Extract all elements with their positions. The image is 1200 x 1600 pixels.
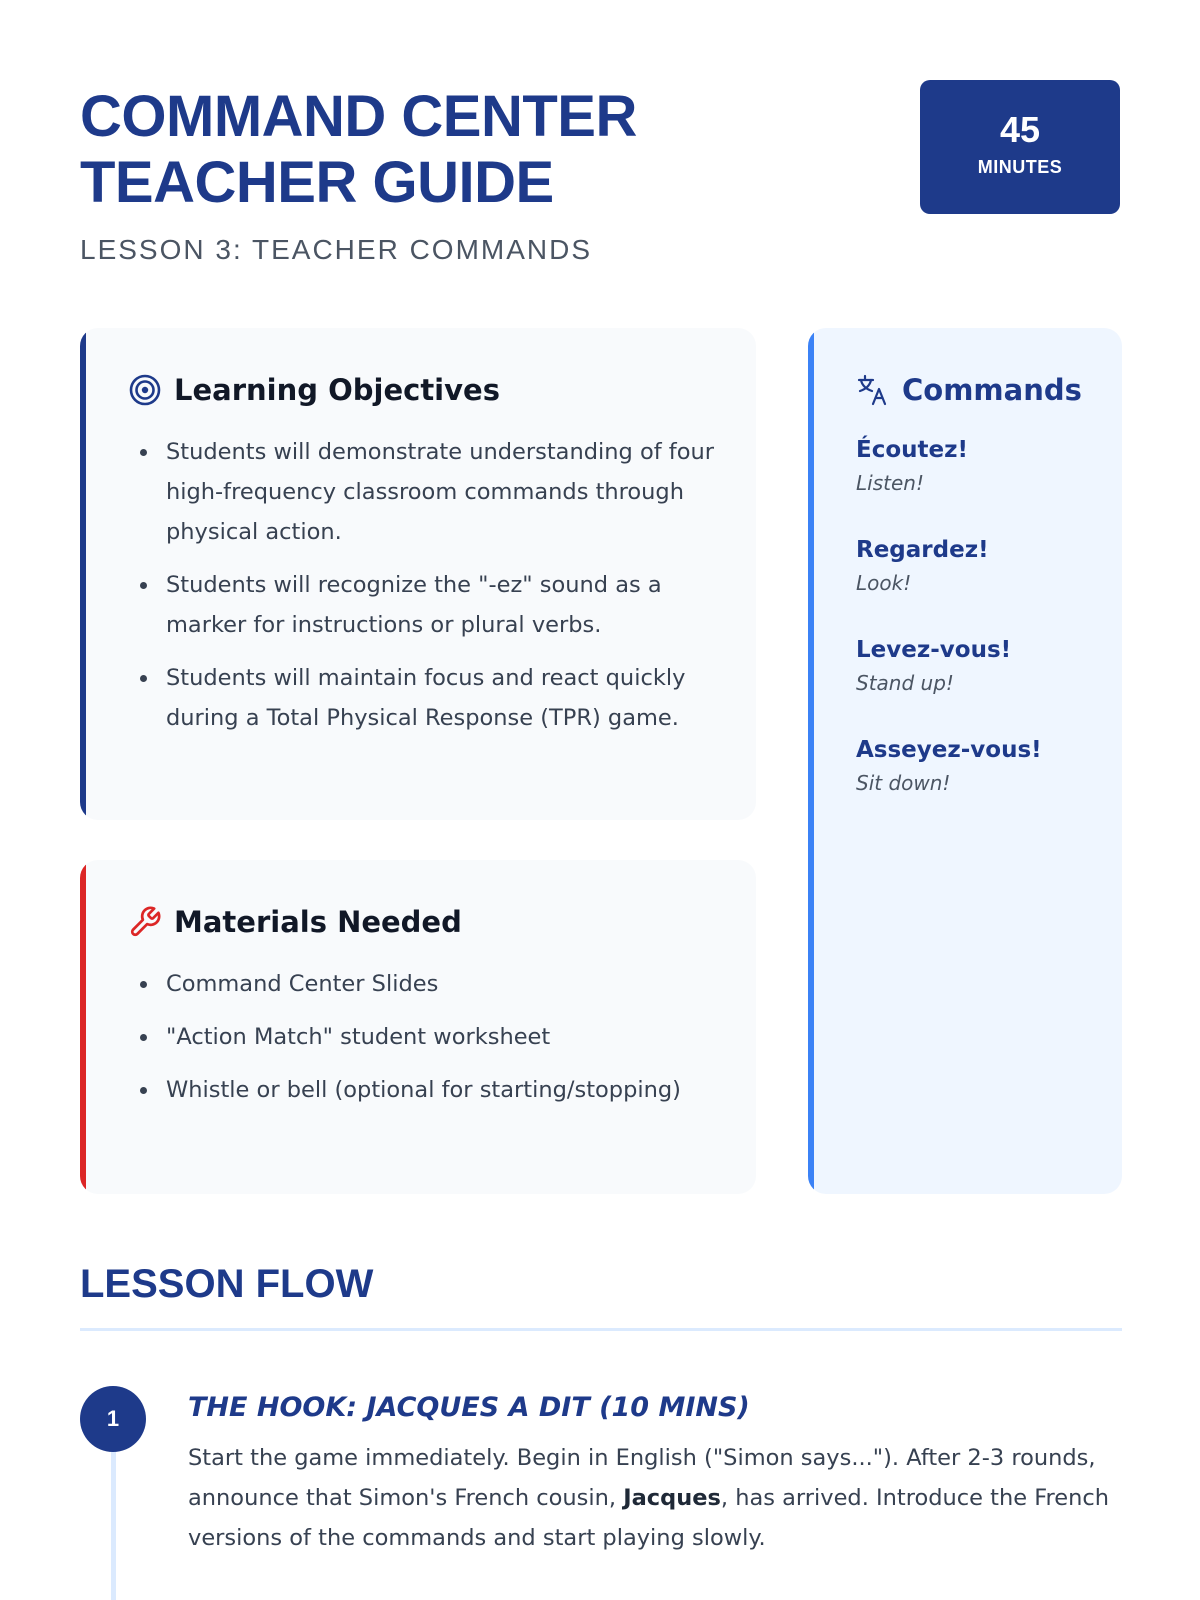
command-english: Look!	[856, 571, 912, 595]
objectives-list	[166, 432, 726, 751]
command-item	[856, 732, 1102, 832]
materials-title: Materials Needed	[174, 905, 462, 939]
command-french: Asseyez-vous!	[856, 737, 1042, 763]
command-item	[856, 432, 1102, 532]
materials-header	[128, 902, 462, 942]
list-item: Whistle or bell (optional for starting/stopping)	[166, 1070, 726, 1110]
command-english: Sit down!	[856, 771, 951, 795]
commands-list	[856, 432, 1102, 832]
commands-card	[808, 328, 1122, 1194]
command-french: Écoutez!	[856, 437, 968, 463]
command-english: Listen!	[856, 471, 924, 495]
list-item: "Action Match" student worksheet	[166, 1017, 726, 1057]
timeline-line	[111, 1450, 116, 1600]
title-line-2: TEACHER GUIDE	[80, 150, 554, 215]
lesson-subtitle: LESSON 3: TEACHER COMMANDS	[80, 234, 593, 265]
target-icon	[128, 373, 162, 407]
title-line-1: COMMAND CENTER	[80, 84, 637, 149]
step-number: 1	[80, 1386, 146, 1452]
list-item: Command Center Slides	[166, 964, 726, 1004]
materials-list	[166, 964, 726, 1123]
materials-needed-card	[80, 860, 756, 1194]
duration-badge	[920, 80, 1120, 214]
objectives-title: Learning Objectives	[174, 373, 500, 407]
step-text-bold: Jacques	[623, 1485, 721, 1511]
wrench-icon	[128, 905, 162, 939]
command-item	[856, 532, 1102, 632]
command-french: Regardez!	[856, 537, 989, 563]
list-item: Students will recognize the "-ez" sound as a marker for instructions or plural verbs.	[166, 565, 726, 645]
list-item: Students will demonstrate understanding of four high-frequency classroom commands through physical action.	[166, 432, 726, 552]
objectives-header	[128, 370, 500, 410]
section-divider	[80, 1328, 1122, 1331]
duration-label: MINUTES	[977, 157, 1063, 177]
command-item	[856, 632, 1102, 732]
list-item: Students will maintain focus and react quickly during a Total Physical Response (TPR) game.	[166, 658, 726, 738]
lesson-flow-title: LESSON FLOW	[80, 1262, 374, 1306]
duration-value: 45	[999, 109, 1041, 150]
step-text-part: Start the game immediately. Begin in English ("Simon says..."). After 2-3 rounds, announce that Simon's French cousin,	[188, 1445, 1096, 1511]
translate-icon	[856, 373, 890, 407]
commands-header	[856, 370, 1082, 410]
command-french: Levez-vous!	[856, 637, 1012, 663]
learning-objectives-card	[80, 328, 756, 820]
step-title: THE HOOK: JACQUES A DIT (10 MINS)	[188, 1392, 750, 1423]
step-description	[188, 1438, 1118, 1558]
commands-title: Commands	[902, 373, 1082, 407]
step-text-part: , has arrived. Introduce the French versions of the commands and start playing slowly.	[188, 1485, 1110, 1551]
page-title	[80, 84, 840, 216]
command-english: Stand up!	[856, 671, 954, 695]
